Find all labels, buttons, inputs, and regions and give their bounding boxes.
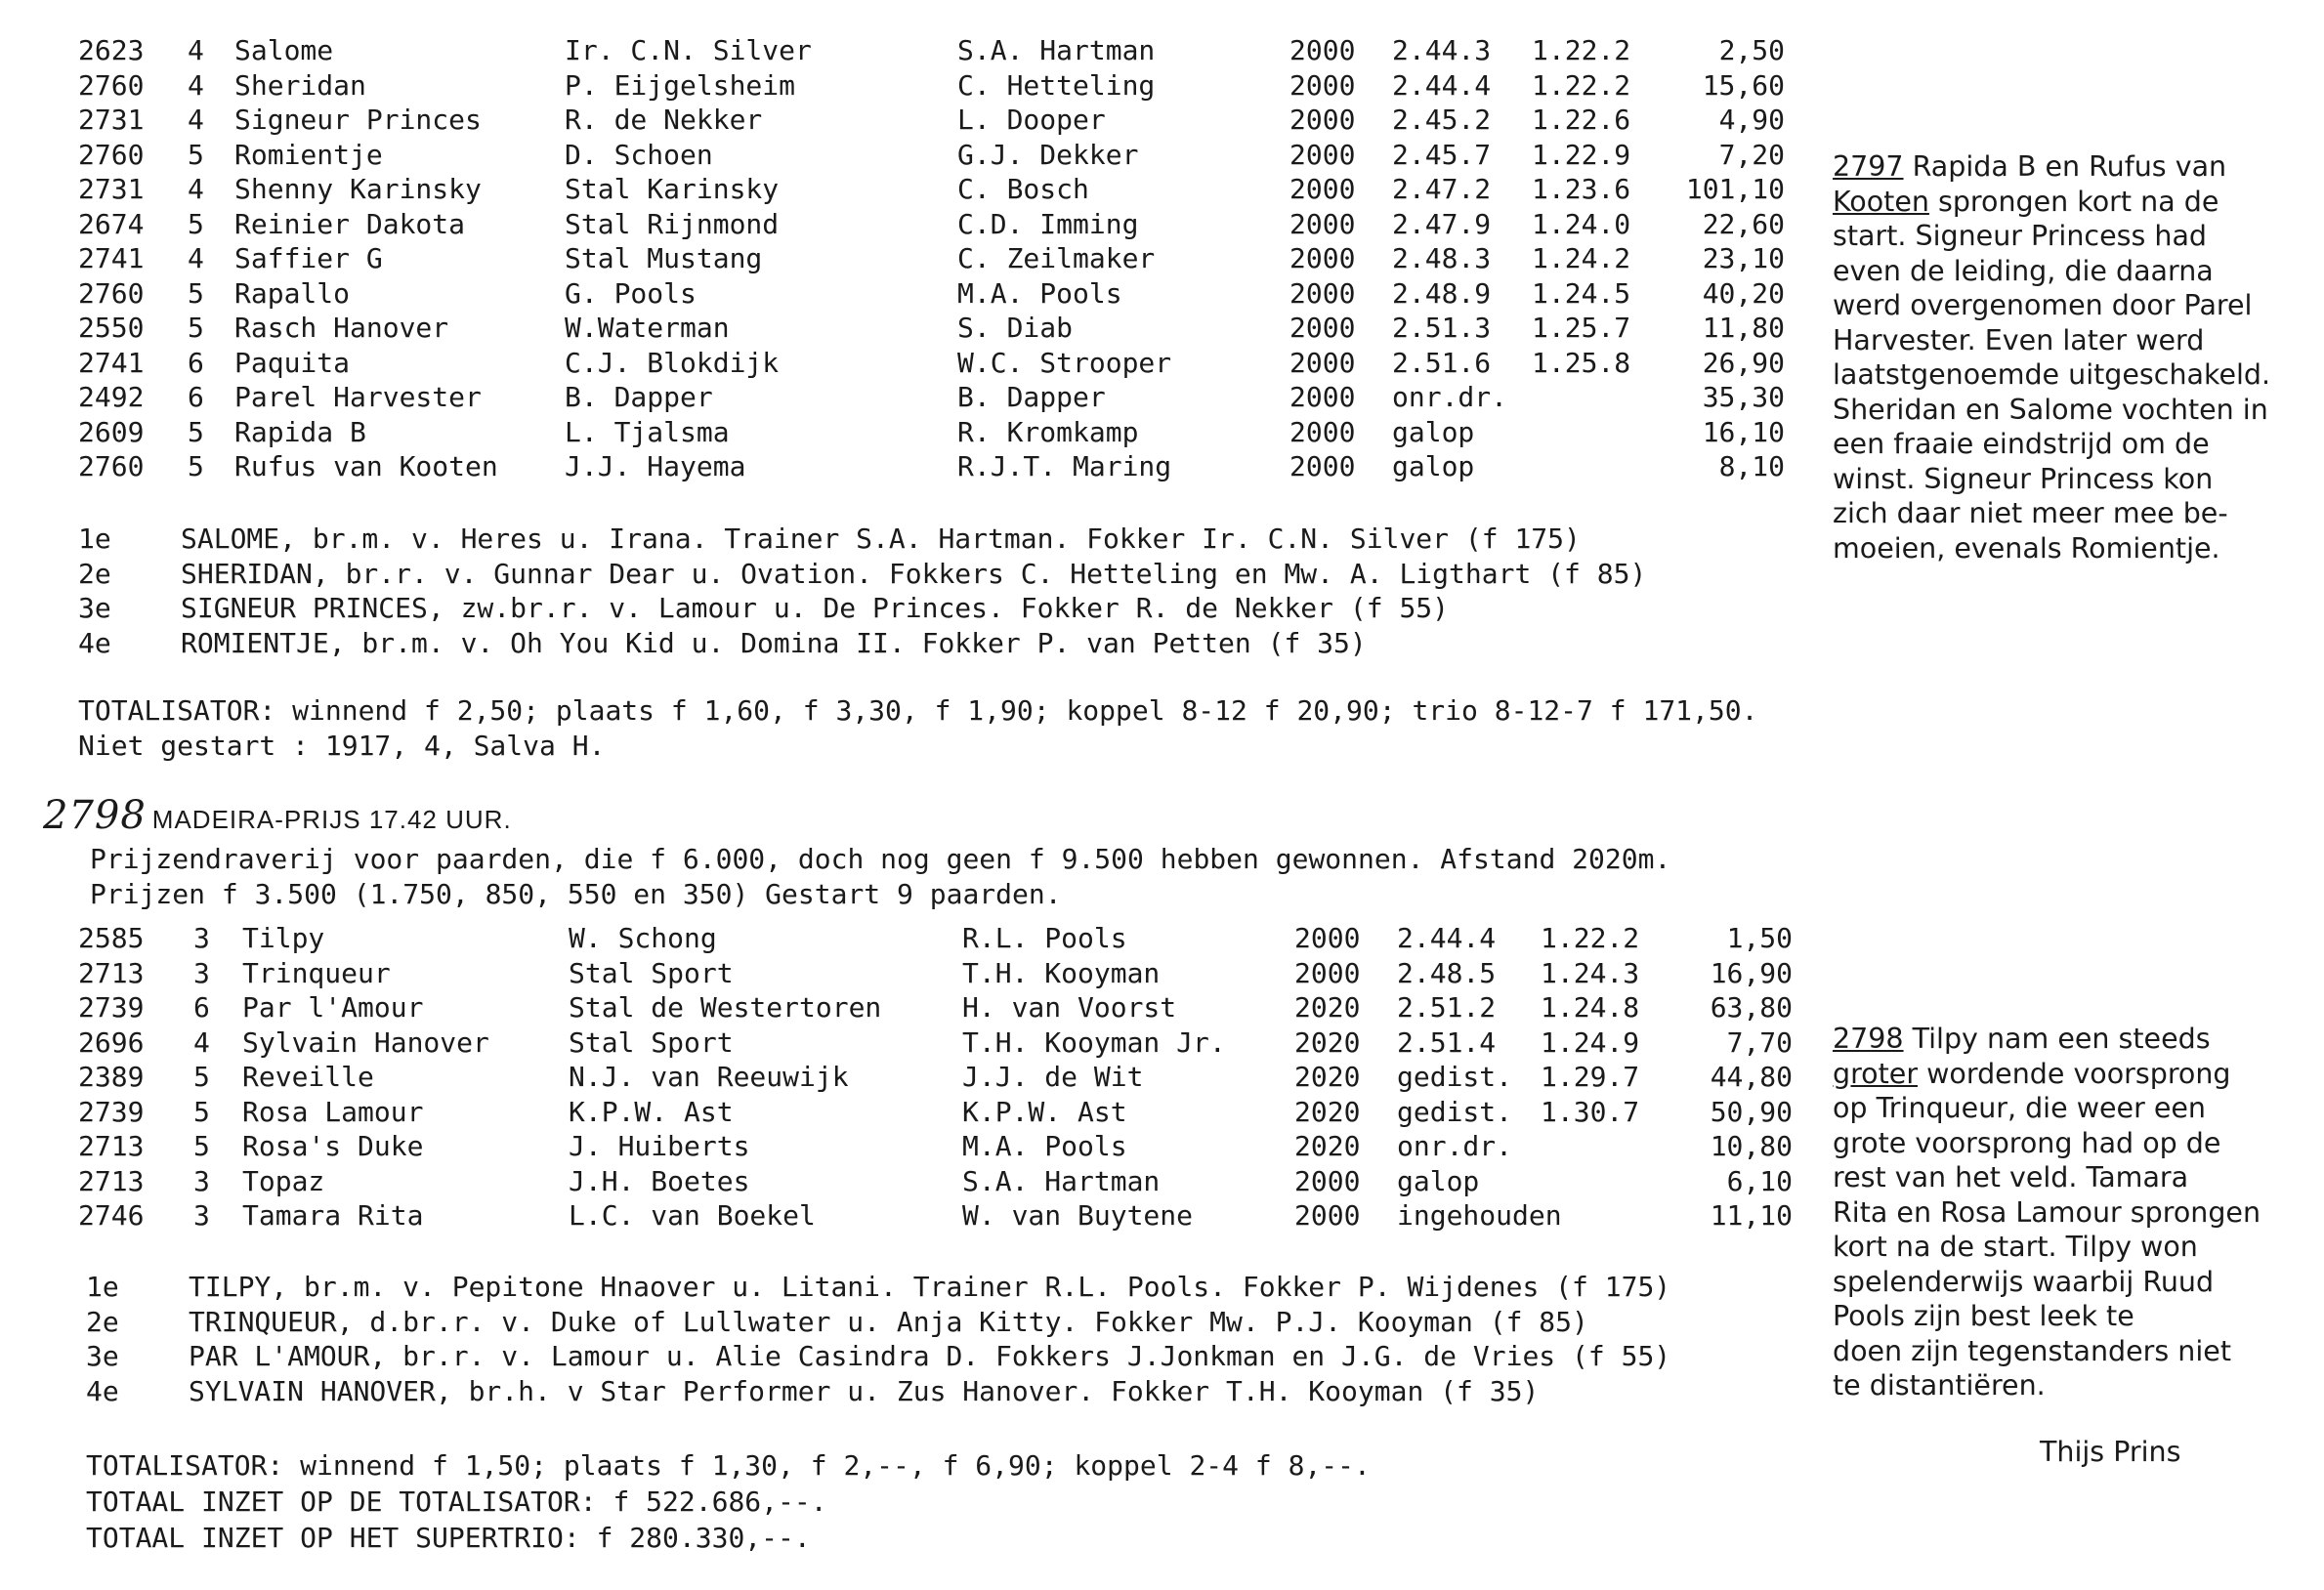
cell-dist: 2020: [1294, 1025, 1361, 1059]
cell-owner: P. Eijgelsheim: [565, 68, 796, 102]
cell-horse: Par l'Amour: [242, 991, 424, 1024]
cell-owner: L.C. van Boekel: [569, 1199, 816, 1232]
table-row: [78, 1095, 1793, 1130]
cell-num: 2585: [78, 922, 145, 954]
cell-time: 2.44.4: [1392, 68, 1492, 102]
cell-horse: Rasch Hanover: [234, 312, 449, 344]
cell-driver: T.H. Kooyman: [962, 956, 1161, 989]
cell-dist: 2000: [1289, 415, 1356, 448]
cell-odds: 50,90: [1710, 1095, 1793, 1128]
cell-time: 2.51.4: [1397, 1025, 1497, 1059]
table-row: [78, 1129, 1793, 1164]
cell-time: gedist.: [1397, 1095, 1513, 1128]
commentary-underlined-word: Kooten: [1833, 185, 1929, 218]
cell-dist: 2000: [1289, 276, 1356, 310]
placing-position: 2e: [86, 1305, 119, 1338]
cell-horse: Rapallo: [234, 276, 351, 310]
commentary-line: laatstgenoemde uitgeschakeld.: [1833, 358, 2271, 391]
cell-num: 2760: [78, 138, 145, 171]
cell-dist: 2000: [1289, 34, 1356, 66]
cell-owner: Stal de Westertoren: [569, 991, 882, 1024]
race2-desc-line2: Prijzen f 3.500 (1.750, 850, 550 en 350) Gestart 9 paarden.: [90, 878, 1062, 910]
cell-driver: S. Diab: [957, 312, 1074, 344]
cell-num: 2389: [78, 1061, 145, 1093]
cell-time: ingehouden: [1397, 1199, 1562, 1232]
cell-horse: Topaz: [242, 1164, 325, 1197]
placing-position: 2e: [78, 557, 111, 590]
cell-age: 5: [188, 312, 204, 344]
cell-km: 1.22.9: [1532, 138, 1631, 171]
cell-age: 5: [193, 1061, 210, 1093]
cell-km: 1.30.7: [1541, 1095, 1640, 1128]
cell-horse: Paquita: [234, 346, 351, 379]
cell-time: 2.44.3: [1392, 34, 1492, 66]
cell-odds: 7,70: [1726, 1025, 1793, 1059]
commentary-line: Sheridan en Salome vochten in: [1833, 393, 2268, 426]
cell-num: 2713: [78, 1130, 145, 1162]
race1-not-started: Niet gestart : 1917, 4, Salva H.: [78, 730, 606, 762]
cell-dist: 2000: [1289, 104, 1356, 136]
cell-owner: K.P.W. Ast: [569, 1095, 734, 1128]
cell-dist: 2020: [1294, 1061, 1361, 1093]
cell-num: 2739: [78, 1095, 145, 1128]
cell-horse: Sylvain Hanover: [242, 1025, 489, 1059]
cell-age: 4: [193, 1025, 210, 1059]
cell-dist: 2020: [1294, 1130, 1361, 1162]
table-row: [78, 990, 1793, 1025]
cell-num: 2760: [78, 276, 145, 310]
cell-km: 1.22.2: [1532, 34, 1631, 66]
cell-km: 1.29.7: [1541, 1061, 1640, 1093]
cell-age: 5: [188, 450, 204, 482]
cell-driver: M.A. Pools: [957, 276, 1122, 310]
cell-horse: Signeur Princes: [234, 104, 482, 136]
cell-odds: 101,10: [1685, 173, 1785, 205]
table-row: [78, 449, 1785, 484]
cell-age: 5: [193, 1095, 210, 1128]
cell-km: 1.24.9: [1541, 1025, 1640, 1059]
cell-odds: 11,10: [1710, 1199, 1793, 1232]
cell-dist: 2000: [1294, 922, 1361, 954]
commentary-line: doen zijn tegenstanders niet: [1833, 1334, 2231, 1367]
cell-time: 2.51.6: [1392, 346, 1492, 379]
commentary-line: rest van het veld. Tamara: [1833, 1161, 2189, 1193]
placing-text: SYLVAIN HANOVER, br.h. v Star Performer u. Zus Hanover. Fokker T.H. Kooyman (f 35): [189, 1374, 1540, 1407]
cell-driver: C. Hetteling: [957, 68, 1156, 102]
commentary-line: [1833, 149, 2270, 185]
cell-odds: 7,20: [1718, 138, 1785, 171]
cell-owner: J. Huiberts: [569, 1130, 750, 1162]
cell-age: 3: [193, 922, 210, 954]
table-row: [78, 138, 1785, 173]
cell-time: 2.48.5: [1397, 956, 1497, 989]
cell-age: 4: [188, 68, 204, 102]
cell-num: 2713: [78, 956, 145, 989]
cell-odds: 6,10: [1726, 1164, 1793, 1197]
commentary-line: een fraaie eindstrijd om de: [1833, 428, 2210, 460]
placing-text: TRINQUEUR, d.br.r. v. Duke of Lullwater u. Anja Kitty. Fokker Mw. P.J. Kooyman (f 85): [189, 1305, 1588, 1338]
commentary-line: even de leiding, die daarna: [1833, 254, 2214, 287]
cell-horse: Rosa Lamour: [242, 1095, 424, 1128]
cell-odds: 15,60: [1702, 68, 1785, 102]
placing-position: 3e: [86, 1340, 119, 1372]
cell-horse: Trinqueur: [242, 956, 391, 989]
cell-age: 5: [193, 1130, 210, 1162]
cell-age: 5: [188, 207, 204, 240]
race2-total-supertrio: TOTAAL INZET OP HET SUPERTRIO: f 280.330,--.: [86, 1522, 811, 1554]
table-row: [78, 207, 1785, 242]
cell-dist: 2000: [1289, 242, 1356, 274]
commentary-line: Pools zijn best leek te: [1833, 1300, 2134, 1332]
cell-age: 5: [188, 276, 204, 310]
cell-horse: Salome: [234, 34, 334, 66]
table-row: [78, 956, 1793, 991]
cell-odds: 8,10: [1718, 450, 1785, 482]
commentary-line: kort na de start. Tilpy won: [1833, 1231, 2198, 1263]
placing-position: 1e: [86, 1271, 119, 1303]
race1-totalisator-block: [78, 693, 1757, 764]
race2-desc-line1: Prijzendraverij voor paarden, die f 6.000, doch nog geen f 9.500 hebben gewonnen. Afstand 2020m.: [90, 843, 1671, 875]
cell-horse: Tamara Rita: [242, 1199, 424, 1232]
cell-driver: T.H. Kooyman Jr.: [962, 1025, 1226, 1059]
cell-age: 3: [193, 956, 210, 989]
cell-km: 1.24.8: [1541, 991, 1640, 1024]
cell-time: 2.44.4: [1397, 922, 1497, 954]
cell-time: 2.45.7: [1392, 138, 1492, 171]
placing-text: ROMIENTJE, br.m. v. Oh You Kid u. Domina II. Fokker P. van Petten (f 35): [181, 626, 1367, 659]
cell-owner: N.J. van Reeuwijk: [569, 1061, 849, 1093]
cell-dist: 2000: [1289, 312, 1356, 344]
cell-age: 4: [188, 104, 204, 136]
cell-odds: 2,50: [1718, 34, 1785, 66]
cell-owner: Stal Karinsky: [565, 173, 780, 205]
table-row: [78, 241, 1785, 276]
race2-results-table: [78, 921, 1793, 1234]
cell-owner: W. Schong: [569, 922, 717, 954]
cell-time: 2.51.3: [1392, 312, 1492, 344]
commentary-line: winst. Signeur Princess kon: [1833, 462, 2214, 495]
cell-driver: W.C. Strooper: [957, 346, 1172, 379]
cell-driver: J.J. de Wit: [962, 1061, 1144, 1093]
table-row: [78, 1060, 1793, 1095]
cell-num: 2760: [78, 450, 145, 482]
table-row: [78, 33, 1785, 68]
cell-km: 1.25.7: [1532, 312, 1631, 344]
cell-driver: R.L. Pools: [962, 922, 1127, 954]
commentary-text: wordende voorsprong: [1918, 1057, 2231, 1090]
commentary-line: zich daar niet meer mee be-: [1833, 497, 2228, 529]
commentary-line: op Trinqueur, die weer een: [1833, 1092, 2206, 1124]
cell-num: 2731: [78, 104, 145, 136]
cell-driver: L. Dooper: [957, 104, 1106, 136]
cell-time: onr.dr.: [1397, 1130, 1513, 1162]
cell-owner: J.H. Boetes: [569, 1164, 750, 1197]
cell-owner: D. Schoen: [565, 138, 713, 171]
placing-position: 3e: [78, 592, 111, 624]
race2-header: [43, 793, 512, 838]
cell-km: 1.22.2: [1532, 68, 1631, 102]
placing-position: 4e: [86, 1374, 119, 1407]
cell-dist: 2000: [1294, 1199, 1361, 1232]
cell-driver: C. Bosch: [957, 173, 1089, 205]
cell-owner: Stal Rijnmond: [565, 207, 780, 240]
table-row: [78, 1025, 1793, 1061]
cell-owner: Stal Sport: [569, 1025, 734, 1059]
cell-odds: 16,10: [1702, 415, 1785, 448]
cell-odds: 10,80: [1710, 1130, 1793, 1162]
cell-time: 2.47.9: [1392, 207, 1492, 240]
cell-odds: 23,10: [1702, 242, 1785, 274]
table-row: [78, 415, 1785, 450]
commentary-line: werd overgenomen door Parel: [1833, 289, 2253, 321]
cell-dist: 2020: [1294, 991, 1361, 1024]
cell-odds: 22,60: [1702, 207, 1785, 240]
placing-text: SHERIDAN, br.r. v. Gunnar Dear u. Ovation. Fokkers C. Hetteling en Mw. A. Ligthart (f 85): [181, 557, 1647, 590]
cell-driver: W. van Buytene: [962, 1199, 1194, 1232]
cell-time: 2.48.9: [1392, 276, 1492, 310]
race2-description: [90, 842, 1670, 912]
cell-time: onr.dr.: [1392, 381, 1508, 413]
cell-dist: 2000: [1289, 346, 1356, 379]
cell-horse: Rufus van Kooten: [234, 450, 498, 482]
cell-driver: S.A. Hartman: [962, 1164, 1161, 1197]
cell-num: 2550: [78, 312, 145, 344]
cell-age: 6: [188, 381, 204, 413]
commentary-text: sprongen kort na de: [1928, 185, 2219, 218]
cell-owner: Stal Mustang: [565, 242, 763, 274]
table-row: [78, 346, 1785, 381]
commentary-line: moeien, evenals Romientje.: [1833, 531, 2220, 565]
cell-num: 2492: [78, 381, 145, 413]
table-row: [78, 921, 1793, 956]
cell-km: 1.24.3: [1541, 956, 1640, 989]
cell-driver: C. Zeilmaker: [957, 242, 1156, 274]
cell-km: 1.22.2: [1541, 922, 1640, 954]
commentary-line: Rita en Rosa Lamour sprongen: [1833, 1195, 2261, 1229]
cell-num: 2739: [78, 991, 145, 1024]
cell-age: 3: [193, 1199, 210, 1232]
cell-num: 2609: [78, 415, 145, 448]
cell-dist: 2000: [1289, 207, 1356, 240]
cell-owner: Ir. C.N. Silver: [565, 34, 812, 66]
cell-driver: K.P.W. Ast: [962, 1095, 1127, 1128]
commentary-line: [1833, 185, 2270, 220]
cell-num: 2713: [78, 1164, 145, 1197]
cell-num: 2623: [78, 34, 145, 66]
cell-owner: R. de Nekker: [565, 104, 763, 136]
cell-km: 1.25.8: [1532, 346, 1631, 379]
cell-dist: 2000: [1289, 450, 1356, 482]
cell-time: galop: [1392, 450, 1475, 482]
cell-km: 1.23.6: [1532, 173, 1631, 205]
cell-horse: Shenny Karinsky: [234, 173, 482, 205]
cell-dist: 2000: [1289, 381, 1356, 413]
cell-driver: G.J. Dekker: [957, 138, 1139, 171]
cell-km: 1.22.6: [1532, 104, 1631, 136]
cell-num: 2746: [78, 1199, 145, 1232]
cell-horse: Rapida B: [234, 415, 366, 448]
cell-age: 4: [188, 34, 204, 66]
placing-text: SALOME, br.m. v. Heres u. Irana. Trainer S.A. Hartman. Fokker Ir. C.N. Silver (f 175): [181, 523, 1581, 555]
cell-odds: 40,20: [1702, 276, 1785, 310]
cell-num: 2696: [78, 1025, 145, 1059]
commentary-race-number: 2798: [1833, 1023, 1904, 1055]
table-row: [78, 1198, 1793, 1234]
cell-horse: Reinier Dakota: [234, 207, 466, 240]
placing-text: TILPY, br.m. v. Pepitone Hnaover u. Litani. Trainer R.L. Pools. Fokker P. Wijdenes (f 175): [189, 1271, 1671, 1303]
cell-num: 2760: [78, 68, 145, 102]
placing-position: 1e: [78, 523, 111, 555]
commentary-underlined-word: groter: [1833, 1057, 1919, 1090]
cell-odds: 4,90: [1718, 104, 1785, 136]
placing-position: 4e: [78, 626, 111, 659]
race2-total-totalisator: TOTAAL INZET OP DE TOTALISATOR: f 522.686,--.: [86, 1485, 827, 1518]
cell-horse: Tilpy: [242, 922, 325, 954]
cell-num: 2674: [78, 207, 145, 240]
cell-horse: Sheridan: [234, 68, 366, 102]
cell-horse: Parel Harvester: [234, 381, 482, 413]
cell-driver: B. Dapper: [957, 381, 1106, 413]
race2-commentary: [1833, 1022, 2261, 1403]
cell-odds: 16,90: [1710, 956, 1793, 989]
cell-owner: G. Pools: [565, 276, 697, 310]
placing-text: PAR L'AMOUR, br.r. v. Lamour u. Alie Casindra D. Fokkers J.Jonkman en J.G. de Vries (f 55): [189, 1340, 1671, 1372]
cell-owner: W.Waterman: [565, 312, 730, 344]
cell-km: 1.24.0: [1532, 207, 1631, 240]
cell-odds: 1,50: [1726, 922, 1793, 954]
commentary-line: Harvester. Even later werd: [1833, 323, 2205, 356]
cell-time: galop: [1392, 415, 1475, 448]
commentary-line: start. Signeur Princess had: [1833, 220, 2207, 252]
cell-driver: M.A. Pools: [962, 1130, 1127, 1162]
placing-text: SIGNEUR PRINCES, zw.br.r. v. Lamour u. De Princes. Fokker R. de Nekker (f 55): [181, 592, 1450, 624]
cell-horse: Reveille: [242, 1061, 374, 1093]
commentary-line: spelenderwijs waarbij Ruud: [1833, 1265, 2215, 1298]
cell-horse: Rosa's Duke: [242, 1130, 424, 1162]
cell-age: 4: [188, 242, 204, 274]
race2-totalisator-block: [86, 1447, 1371, 1556]
commentary-line: grote voorsprong had op de: [1833, 1126, 2221, 1159]
cell-age: 4: [188, 173, 204, 205]
cell-age: 6: [193, 991, 210, 1024]
cell-time: gedist.: [1397, 1061, 1513, 1093]
table-row: [78, 276, 1785, 312]
cell-time: 2.48.3: [1392, 242, 1492, 274]
table-row: [78, 1164, 1793, 1199]
race2-title: MADEIRA-PRIJS 17.42 UUR.: [151, 805, 512, 834]
table-row: [78, 103, 1785, 138]
commentary-race-number: 2797: [1833, 150, 1904, 183]
cell-owner: J.J. Hayema: [565, 450, 746, 482]
commentary-text: Rapida B en Rufus van: [1903, 150, 2227, 183]
cell-owner: L. Tjalsma: [565, 415, 730, 448]
cell-driver: H. van Voorst: [962, 991, 1177, 1024]
cell-odds: 44,80: [1710, 1061, 1793, 1093]
cell-dist: 2000: [1289, 68, 1356, 102]
cell-num: 2731: [78, 173, 145, 205]
cell-driver: C.D. Imming: [957, 207, 1139, 240]
table-row: [78, 68, 1785, 104]
cell-dist: 2000: [1289, 173, 1356, 205]
race1-commentary: [1833, 149, 2270, 565]
commentary-line: [1833, 1057, 2261, 1092]
cell-horse: Romientje: [234, 138, 383, 171]
cell-odds: 63,80: [1710, 991, 1793, 1024]
race1-totalisator: TOTALISATOR: winnend f 2,50; plaats f 1,60, f 3,30, f 1,90; koppel 8-12 f 20,90; trio 8-12-7 f 171,50.: [78, 694, 1758, 727]
cell-age: 6: [188, 346, 204, 379]
cell-dist: 2020: [1294, 1095, 1361, 1128]
table-row: [78, 311, 1785, 346]
author-signature: Thijs Prins: [2040, 1436, 2181, 1468]
race2-totalisator: TOTALISATOR: winnend f 1,50; plaats f 1,30, f 2,--, f 6,90; koppel 2-4 f 8,--.: [86, 1449, 1371, 1482]
cell-km: 1.24.5: [1532, 276, 1631, 310]
commentary-text: Tilpy nam een steeds: [1903, 1023, 2211, 1055]
cell-dist: 2000: [1289, 138, 1356, 171]
cell-time: 2.51.2: [1397, 991, 1497, 1024]
cell-driver: R. Kromkamp: [957, 415, 1139, 448]
table-row: [78, 172, 1785, 207]
cell-num: 2741: [78, 346, 145, 379]
commentary-line: te distantiëren.: [1833, 1369, 2046, 1402]
cell-dist: 2000: [1294, 1164, 1361, 1197]
cell-time: galop: [1397, 1164, 1480, 1197]
cell-time: 2.45.2: [1392, 104, 1492, 136]
cell-driver: R.J.T. Maring: [957, 450, 1172, 482]
cell-owner: Stal Sport: [569, 956, 734, 989]
cell-km: 1.24.2: [1532, 242, 1631, 274]
cell-age: 3: [193, 1164, 210, 1197]
table-row: [78, 380, 1785, 415]
cell-owner: B. Dapper: [565, 381, 713, 413]
race1-results-table: [78, 33, 1785, 484]
cell-time: 2.47.2: [1392, 173, 1492, 205]
cell-num: 2741: [78, 242, 145, 274]
commentary-line: [1833, 1022, 2261, 1057]
cell-odds: 35,30: [1702, 381, 1785, 413]
cell-age: 5: [188, 415, 204, 448]
cell-age: 5: [188, 138, 204, 171]
cell-owner: C.J. Blokdijk: [565, 346, 780, 379]
cell-odds: 26,90: [1702, 346, 1785, 379]
cell-horse: Saffier G: [234, 242, 383, 274]
cell-odds: 11,80: [1702, 312, 1785, 344]
cell-dist: 2000: [1294, 956, 1361, 989]
race2-number: 2798: [43, 793, 147, 838]
cell-driver: S.A. Hartman: [957, 34, 1156, 66]
